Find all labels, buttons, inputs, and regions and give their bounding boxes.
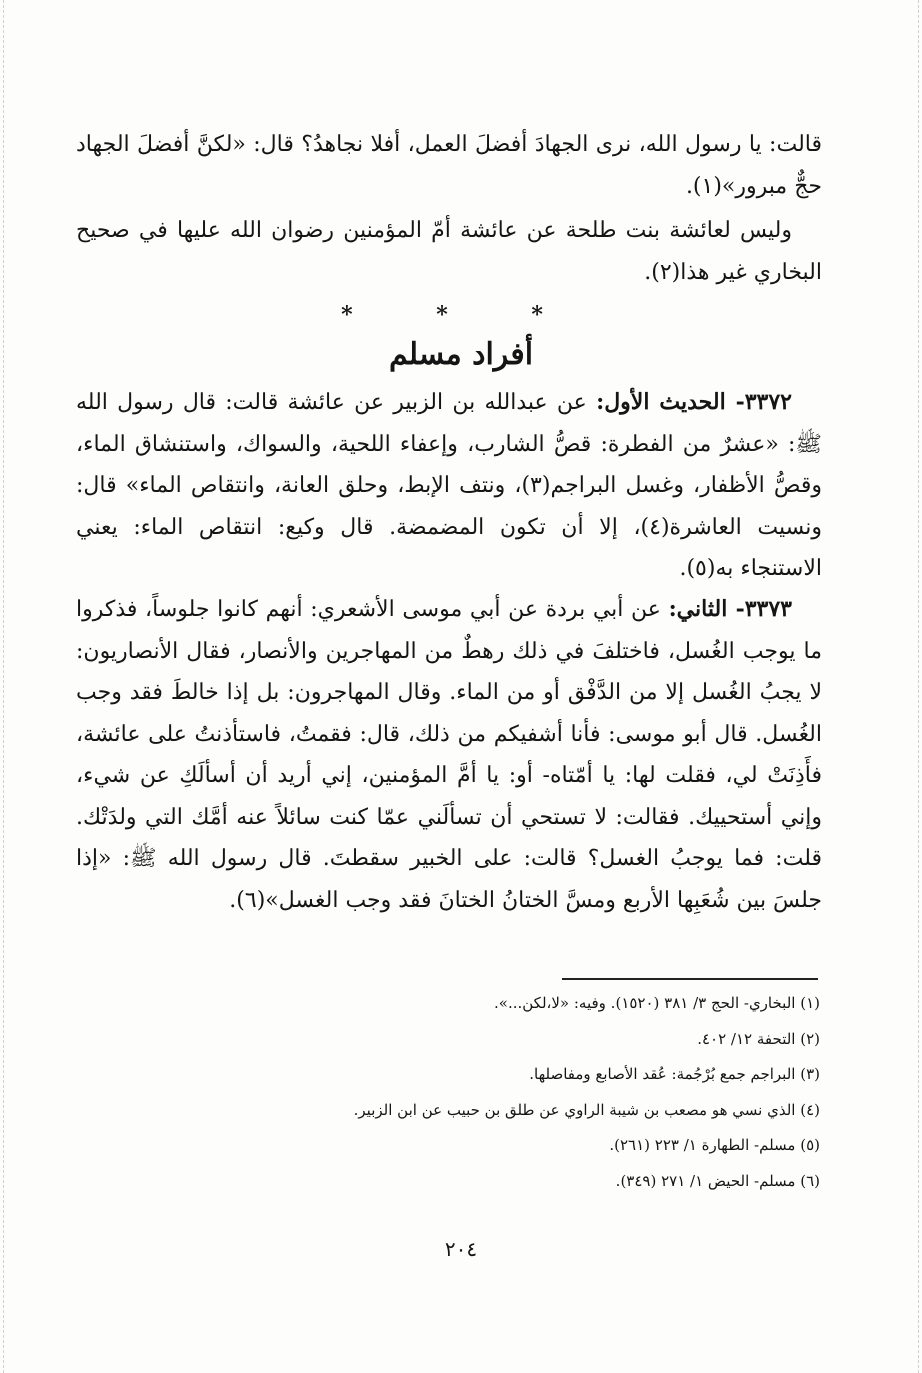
hadith-3373-text — [76, 589, 822, 921]
hadith-3372-heading: ٣٣٧٢- الحديث الأول: — [596, 389, 792, 415]
footnote-3: (٣) البراجم جمع بُرْجُمة: عُقد الأصابع ومفاصلها. — [529, 1065, 820, 1083]
scan-edge-left — [3, 0, 4, 1373]
footnote-6: (٦) مسلم- الحيض ١/ ٢٧١ (٣٤٩). — [615, 1171, 820, 1190]
hadith-3373 — [76, 589, 822, 921]
hadith-3372 — [76, 382, 822, 590]
section-title: أفراد مسلم — [388, 337, 534, 372]
page-number: ٢٠٤ — [444, 1237, 478, 1261]
hadith-3372-body: عن عبدالله بن الزبير عن عائشة قالت: قال رسول الله ﷺ: «عشرٌ من الفطرة: قصُّ الشارب، وإعفاء اللحية، والسواك، واستنشاق الماء، وقصُّ الأظفار، وغسل البراجم(٣)، ونتف الإبط، وحلق العانة، وانتقاص الماء» قال: ونسيت العاشرة(٤)، إلا أن تكون المضمضة. قال وكيع: انتقاص الماء: يعني الاستنجاء به(٥). — [76, 390, 822, 581]
footnote-2: (٢) التحفة ١٢/ ٤٠٢. — [697, 1029, 820, 1048]
footnote-divider — [562, 978, 818, 980]
paragraph-2 — [76, 210, 822, 293]
hadith-3372-text — [76, 382, 822, 590]
hadith-3373-body: عن أبي بردة عن أبي موسى الأشعري: أنهم كانوا جلوساً، فذكروا ما يوجب الغُسل، فاختلفَ في ذلك رهطٌ من المهاجرين والأنصار، فقال الأنصاريون: لا يجبُ الغُسل إلا من الدَّفْق أو من الماء. وقال المهاجرون: بل إذا خالطَ فقد وجب الغُسل. قال أبو موسى: فأنا أشفيكم من ذلك، قال: فقمتُ، فاستأذنتُ على عائشة، فأَذِنَتْ لي، فقلت لها: يا أمّتاه- أو: يا أمَّ المؤمنين، إني أريد أن أسألَكِ عن شيء، وإني أستحييك. فقالت: لا تستحي أن تسألَني عمّا كنت سائلاً عنه أمَّك التي ولدَتْك. قلت: فما يوجبُ الغسل؟ قالت: على الخبير سقطتَ. قال رسول الله ﷺ: «إذا جلسَ بين شُعَبِها الأربع ومسَّ الختانُ الختانَ فقد وجب الغسل»(٦). — [76, 597, 822, 913]
hadith-3373-heading: ٣٣٧٣- الثاني: — [668, 596, 792, 622]
paragraph-2-text: وليس لعائشة بنت طلحة عن عائشة أمّ المؤمنين رضوان الله عليها في صحيح البخاري غير هذا(٢). — [76, 218, 822, 285]
paragraph-1 — [76, 124, 822, 207]
footnote-5: (٥) مسلم- الطهارة ١/ ٢٢٣ (٢٦١). — [609, 1136, 820, 1154]
section-separator-stars: * * * — [341, 302, 581, 328]
scan-edge-right — [918, 0, 919, 1373]
footnote-4: (٤) الذي نسي هو مصعب بن شيبة الراوي عن طلق بن حبيب عن ابن الزبير. — [353, 1100, 820, 1119]
footnote-1: (١) البخاري- الحج ٣/ ٣٨١ (١٥٢٠). وفيه: «لا،لكن...». — [494, 994, 820, 1012]
paragraph-1-text: قالت: يا رسول الله، نرى الجهادَ أفضلَ العمل، أفلا نجاهدُ؟ قال: «لكنَّ أفضلَ الجهاد حجٌّ مبرور»(١). — [76, 132, 822, 199]
footnotes — [200, 986, 820, 1199]
